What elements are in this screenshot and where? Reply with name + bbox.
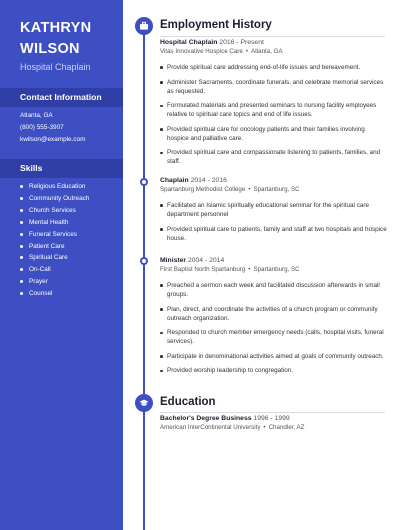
job-entry [160, 39, 388, 172]
education-entry [160, 415, 388, 431]
skill-item: Prayer [20, 276, 89, 288]
job-position: Hospital Chaplain [160, 39, 218, 46]
skill-item: Church Services [20, 205, 89, 217]
job-org-line [160, 266, 388, 273]
skills-list [20, 181, 89, 300]
job-title: Hospital Chaplain [20, 62, 91, 72]
education-org-line [160, 424, 388, 431]
separator: • [248, 186, 251, 193]
job-title-line [160, 257, 388, 264]
contact-phone: (800) 555-3907 [20, 124, 64, 131]
briefcase-icon [135, 17, 153, 35]
job-bullet: Participate in denominational activities aimed at goals of community outreach. [160, 352, 388, 361]
timeline-dot [140, 178, 148, 186]
contact-heading: Contact Information [0, 88, 123, 107]
skill-item: On-Call [20, 264, 89, 276]
education-location: Chandler, AZ [268, 424, 305, 431]
section-divider [160, 412, 385, 413]
job-location: Atlanta, GA [250, 48, 283, 55]
education-dates: 1996 - 1999 [253, 415, 290, 422]
job-title-line [160, 177, 388, 184]
degree: Bachelor's Degree Business [160, 415, 252, 422]
skill-item: Patient Care [20, 241, 89, 253]
job-bullet: Provided spiritual care and compassionate listening to patients, families, and staff. [160, 148, 388, 166]
education-title-line [160, 415, 388, 422]
job-bullet: Provided spiritual care for oncology patients and their families involving hospice and palliative care. [160, 125, 388, 143]
education-heading: Education [160, 396, 216, 408]
separator: • [263, 424, 266, 431]
timeline-dot [140, 257, 148, 265]
job-employer: Vitas Innovative Hospice Care [160, 48, 243, 55]
job-dates: 2016 - Present [219, 39, 264, 46]
contact-location: Atlanta, GA [20, 112, 53, 119]
job-bullet: Preached a sermon each week and facilitated discussion afterwards in small groups. [160, 281, 388, 299]
job-bullet: Provided worship leadership to congregation. [160, 366, 388, 375]
job-dates: 2014 - 2016 [190, 177, 227, 184]
job-employer: Spartanburg Methodist College [160, 186, 246, 193]
job-bullet: Responded to church member emergency needs (calls, hospital visits, funeral services). [160, 328, 388, 346]
candidate-name [20, 18, 91, 60]
job-position: Chaplain [160, 177, 189, 184]
first-name: KATHRYN [20, 20, 92, 36]
skill-item: Funeral Services [20, 229, 89, 241]
job-bullet: Provided spiritual care to patients, family and staff at two hospitals and hospice house. [160, 225, 388, 243]
sidebar [0, 0, 123, 530]
skill-item: Community Outreach [20, 193, 89, 205]
job-entry [160, 257, 388, 381]
skill-item: Spiritual Care [20, 252, 89, 264]
employment-heading: Employment History [160, 19, 272, 31]
skills-heading: Skills [0, 159, 123, 178]
skill-item: Mental Health [20, 217, 89, 229]
skill-item: Counsel [20, 288, 89, 300]
graduation-cap-icon [135, 394, 153, 412]
job-bullet: Provide spiritual care addressing end-of-life issues and bereavement. [160, 63, 388, 72]
school: American InterContinental University [160, 424, 261, 431]
job-bullet: Plan, direct, and coordinate the activities of a church program or community outreach organization. [160, 305, 388, 323]
job-position: Minister [160, 257, 187, 264]
skill-item: Religious Education [20, 181, 89, 193]
job-bullets [160, 201, 388, 243]
job-dates: 2004 - 2014 [187, 257, 225, 264]
job-org-line [160, 48, 388, 55]
job-bullet: Formulated materials and presented seminars to nursing facility employees relative to spiritual care topics and end of life issues. [160, 101, 388, 119]
timeline-line [143, 26, 145, 530]
job-entry [160, 177, 388, 248]
job-bullets [160, 281, 388, 375]
last-name: WILSON [20, 41, 80, 57]
separator: • [248, 266, 251, 273]
section-divider [160, 36, 385, 37]
job-bullets [160, 63, 388, 166]
separator: • [245, 48, 248, 55]
job-employer: First Baptist North Spartanburg [160, 266, 246, 273]
job-location: Spartanburg, SC [253, 266, 300, 273]
contact-email: kwilson@example.com [20, 136, 86, 143]
job-title-line [160, 39, 388, 46]
job-bullet: Administer Sacraments, coordinate funerals, and celebrate memorial services as requested. [160, 78, 388, 96]
job-bullet: Facilitated an Islamic spiritually educational seminar for the spiritual care department personnel [160, 201, 388, 219]
job-location: Spartanburg, SC [253, 186, 300, 193]
job-org-line [160, 186, 388, 193]
